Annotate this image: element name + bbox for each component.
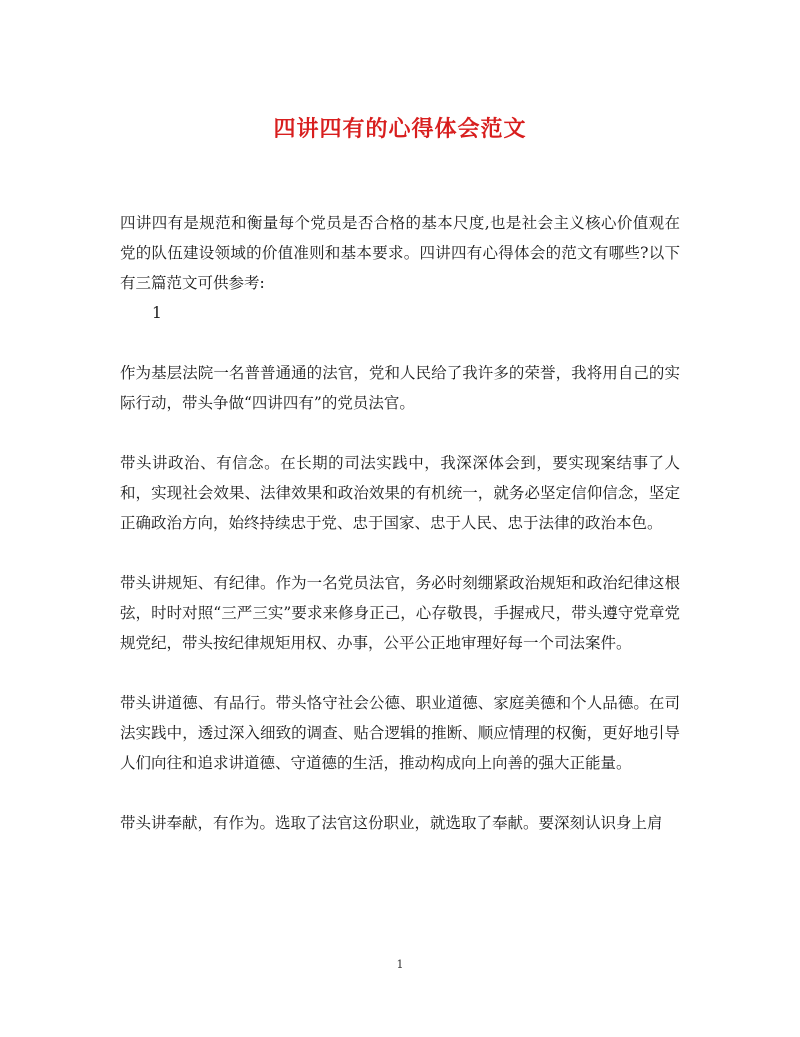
document-body — [120, 208, 680, 838]
body-paragraph: 带头讲奉献，有作为。选取了法官这份职业，就选取了奉献。要深刻认识身上肩 — [120, 814, 663, 832]
intro-paragraph: 四讲四有是规范和衡量每个党员是否合格的基本尺度,也是社会主义核心价值观在党的队伍建设领域的价值准则和基本要求。四讲四有心得体会的范文有哪些?以下有三篇范文可供参考: — [120, 214, 680, 292]
body-paragraph: 带头讲规矩、有纪律。作为一名党员法官，务必时刻绷紧政治规矩和政治纪律这根弦，时时对照“三严三实”要求来修身正己，心存敬畏，手握戒尺，带头遵守党章党规党纪，带头按纪律规矩用权、办事，公平公正地审理好每一个司法案件。 — [120, 574, 680, 652]
section-number: 1 — [152, 304, 162, 322]
document-title: 四讲四有的心得体会范文 — [273, 116, 527, 142]
body-paragraph: 带头讲政治、有信念。在长期的司法实践中，我深深体会到，要实现案结事了人和，实现社会效果、法律效果和政治效果的有机统一，就务必坚定信仰信念，坚定正确政治方向，始终持续忠于党、忠于国家、忠于人民、忠于法律的政治本色。 — [120, 454, 680, 532]
page-number: 1 — [396, 958, 404, 971]
body-paragraph: 带头讲道德、有品行。带头恪守社会公德、职业道德、家庭美德和个人品德。在司法实践中，透过深入细致的调查、贴合逻辑的推断、顺应情理的权衡，更好地引导人们向往和追求讲道德、守道德的生活，推动构成向上向善的强大正能量。 — [120, 694, 680, 772]
body-paragraph: 作为基层法院一名普普通通的法官，党和人民给了我许多的荣誉，我将用自己的实际行动，带头争做“四讲四有”的党员法官。 — [120, 364, 680, 412]
